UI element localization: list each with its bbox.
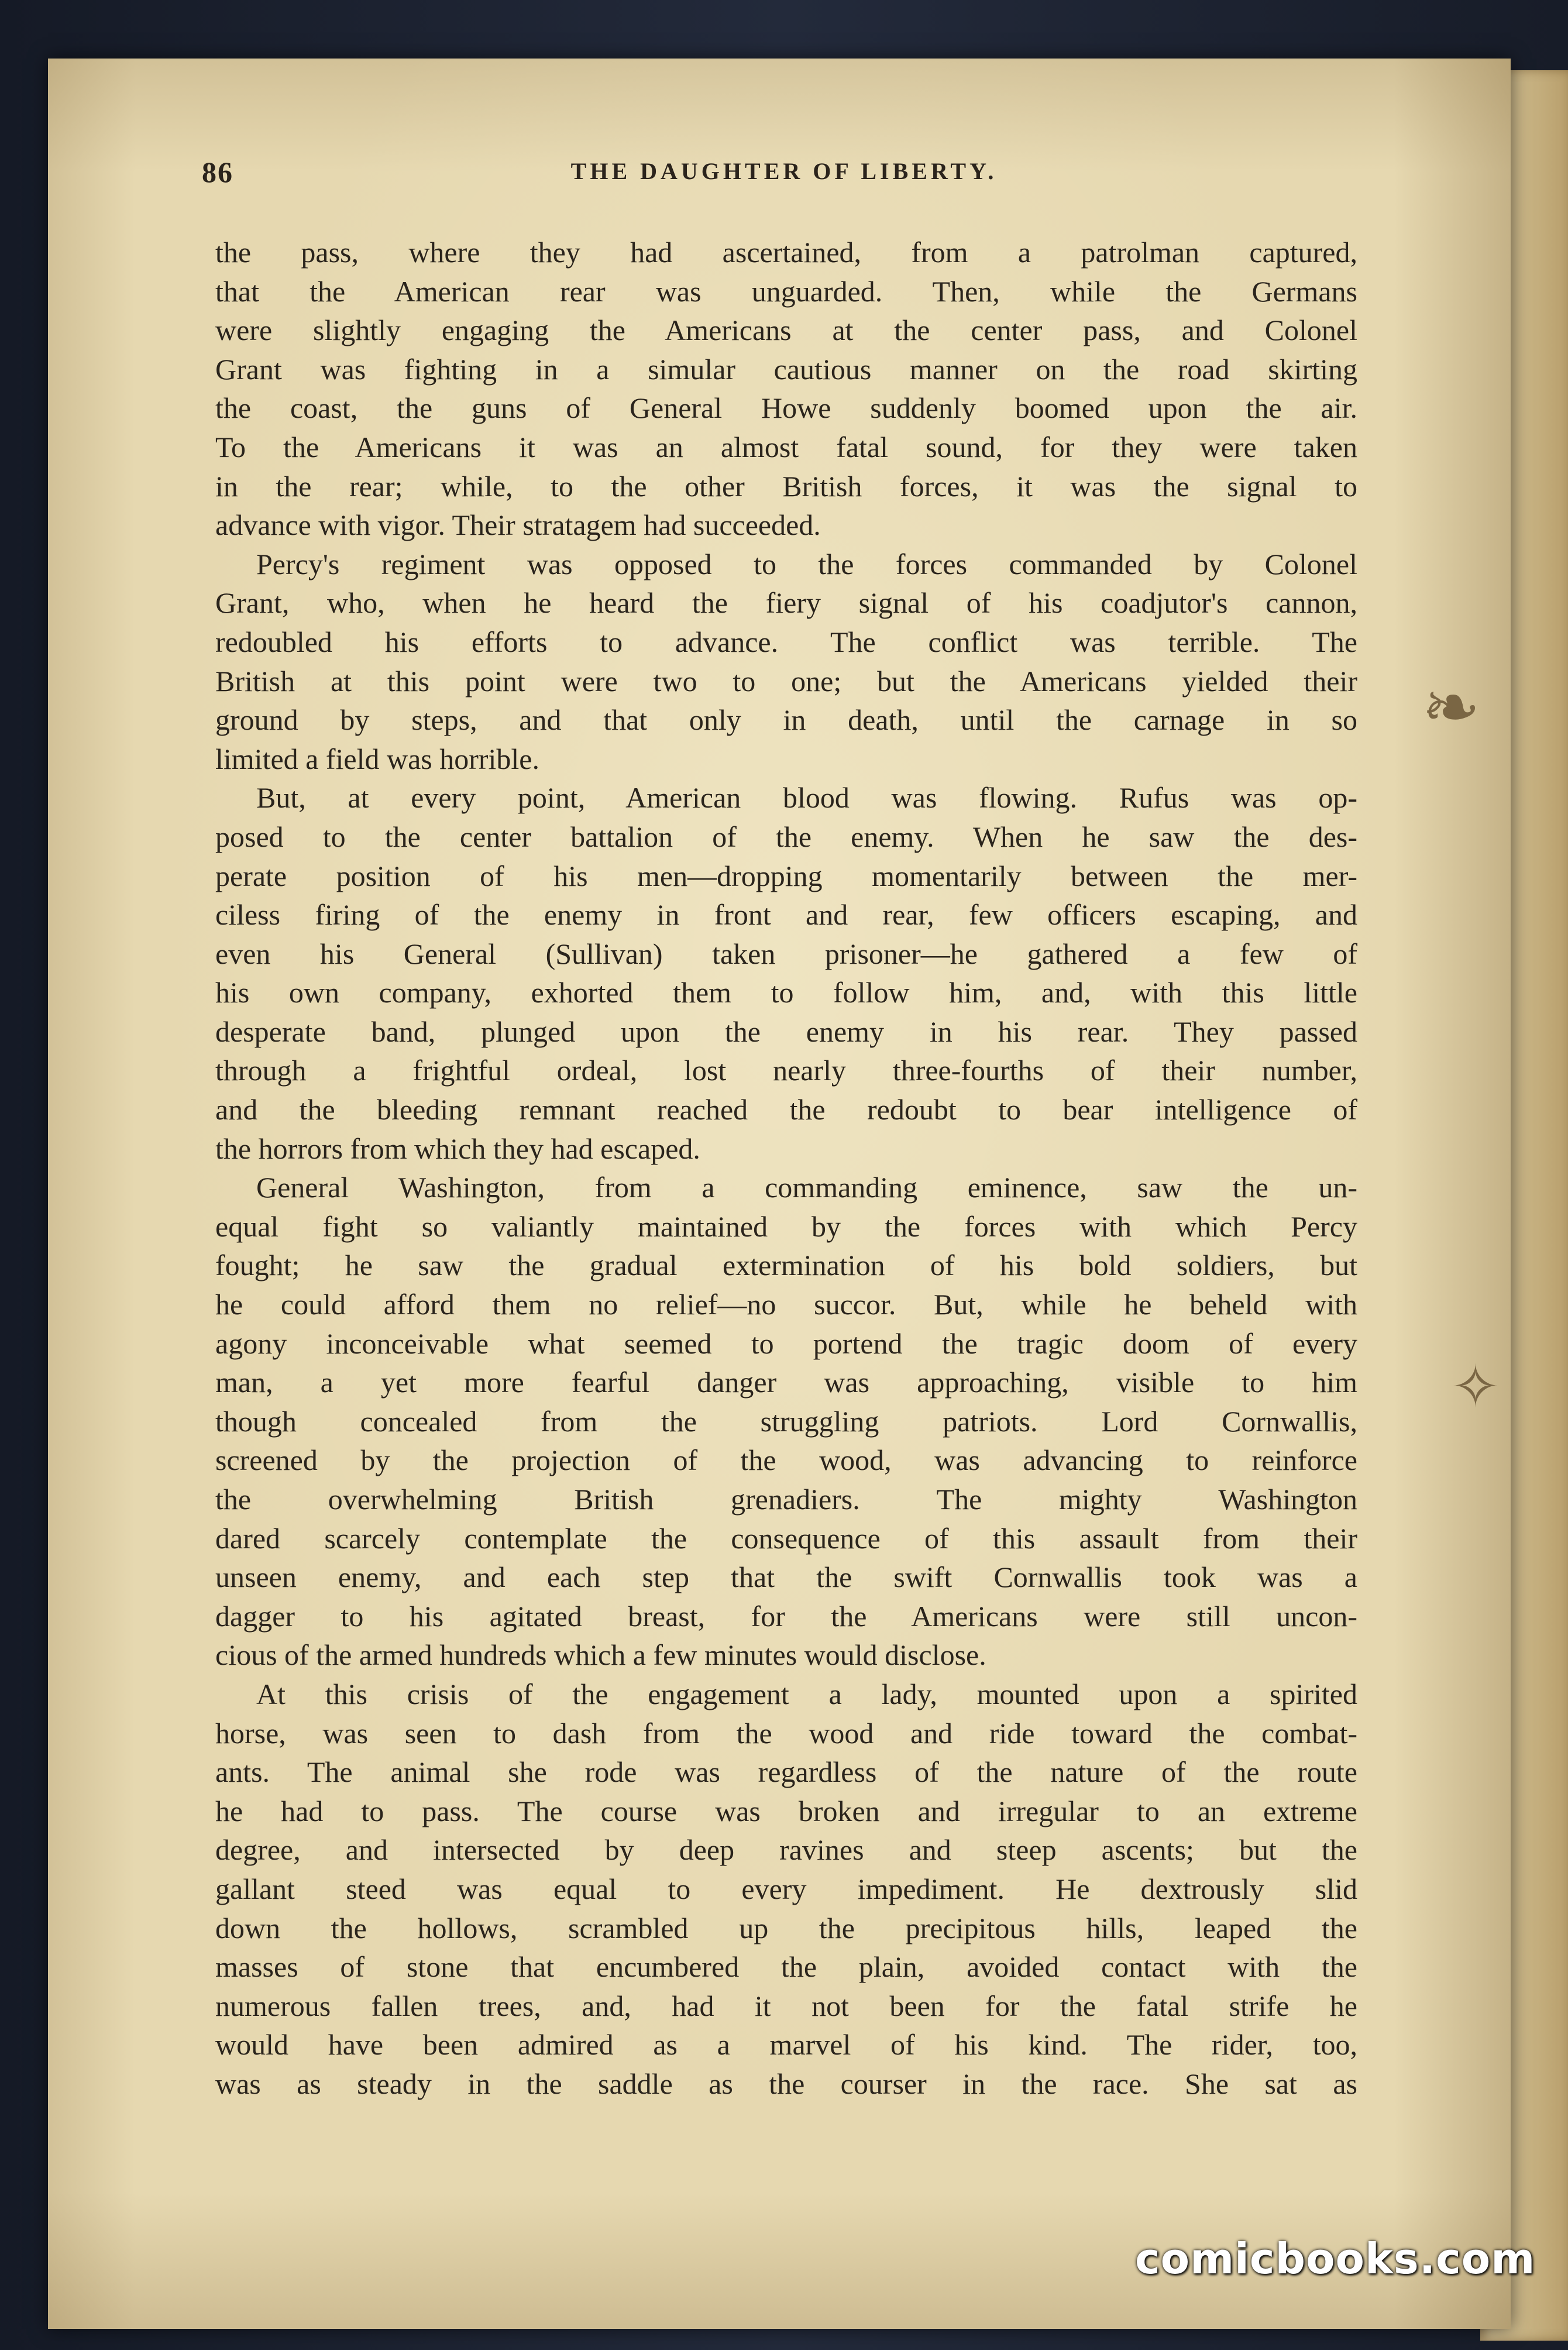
source-watermark: comicbooks.com bbox=[1135, 2234, 1536, 2283]
text-line: he had to pass. The course was broken and irregular to an extreme bbox=[215, 1794, 1357, 1827]
text-line: ground by steps, and that only in death, until the carnage in so bbox=[215, 703, 1357, 737]
text-line: fought; he saw the gradual extermination of his bold soldiers, but bbox=[215, 1249, 1357, 1282]
text-line: the horrors from which they had escaped. bbox=[215, 1132, 700, 1165]
text-line: posed to the center battalion of the enemy. When he saw the des- bbox=[215, 820, 1357, 853]
text-line: would have been admired as a marvel of his kind. The rider, too, bbox=[215, 2028, 1357, 2062]
text-line: limited a field was horrible. bbox=[215, 742, 540, 775]
text-line: was as steady in the saddle as the courser in the race. She sat as bbox=[215, 2067, 1357, 2100]
text-line: General Washington, from a commanding eminence, saw the un- bbox=[256, 1171, 1357, 1204]
running-title: THE DAUGHTER OF LIBERTY. bbox=[570, 158, 998, 184]
text-line: redoubled his efforts to advance. The conflict was terrible. The bbox=[215, 625, 1357, 658]
text-line: though concealed from the struggling patriots. Lord Cornwallis, bbox=[215, 1404, 1357, 1438]
text-line: were slightly engaging the Americans at the center pass, and Colonel bbox=[215, 314, 1357, 347]
text-line: dagger to his agitated breast, for the Americans were still uncon- bbox=[215, 1599, 1357, 1633]
text-line: ants. The animal she rode was regardless of the nature of the route bbox=[215, 1755, 1357, 1789]
text-line: To the Americans it was an almost fatal sound, for they were taken bbox=[215, 430, 1357, 463]
text-line: dared scarcely contemplate the consequence of this assault from their bbox=[215, 1521, 1357, 1555]
text-line: advance with vigor. Their stratagem had succeeded. bbox=[215, 509, 821, 542]
text-line: the pass, where they had ascertained, from a patrolman captured, bbox=[215, 236, 1357, 269]
text-line: he could afford them no relief—no succor. But, while he beheld with bbox=[215, 1288, 1357, 1321]
text-line: man, a yet more fearful danger was approaching, visible to him bbox=[215, 1366, 1357, 1399]
text-line: equal fight so valiantly maintained by the forces with which Percy bbox=[215, 1210, 1357, 1243]
text-line: British at this point were two to one; but the Americans yielded their bbox=[215, 664, 1357, 698]
text-line: perate position of his men—dropping momentarily between the mer- bbox=[215, 859, 1357, 892]
text-line: Grant, who, when he heard the fiery signal of his coadjutor's cannon, bbox=[215, 586, 1357, 620]
page-number: 86 bbox=[202, 156, 233, 188]
page-tear-mark: ❧ bbox=[1422, 667, 1481, 748]
text-line: numerous fallen trees, and, had it not been for the fatal strife he bbox=[215, 1989, 1357, 2022]
text-line: screened by the projection of the wood, was advancing to reinforce bbox=[215, 1444, 1357, 1477]
text-line: At this crisis of the engagement a lady, mounted upon a spirited bbox=[256, 1677, 1357, 1710]
text-line: degree, and intersected by deep ravines and steep ascents; but the bbox=[215, 1833, 1357, 1867]
text-line: in the rear; while, to the other British forces, it was the signal to bbox=[215, 469, 1357, 503]
text-line: that the American rear was unguarded. Then, while the Germans bbox=[215, 274, 1357, 308]
body-text bbox=[215, 233, 1357, 2104]
text-line: Grant was fighting in a simular cautious manner on the road skirting bbox=[215, 352, 1357, 386]
text-line: horse, was seen to dash from the wood and ride toward the combat- bbox=[215, 1716, 1357, 1750]
text-line: masses of stone that encumbered the plain, avoided contact with the bbox=[215, 1950, 1357, 1984]
text-line: desperate band, plunged upon the enemy in his rear. They passed bbox=[215, 1015, 1357, 1048]
text-line: the overwhelming British grenadiers. The mighty Washington bbox=[215, 1483, 1357, 1516]
text-line: cious of the armed hundreds which a few minutes would disclose. bbox=[215, 1638, 986, 1672]
text-line: even his General (Sullivan) taken prisoner—he gathered a few of bbox=[215, 937, 1357, 970]
text-line: But, at every point, American blood was flowing. Rufus was op- bbox=[256, 781, 1357, 815]
text-line: down the hollows, scrambled up the precipitous hills, leaped the bbox=[215, 1911, 1357, 1944]
text-line: ciless firing of the enemy in front and rear, few officers escaping, and bbox=[215, 898, 1357, 932]
text-line: unseen enemy, and each step that the swift Cornwallis took was a bbox=[215, 1561, 1357, 1594]
text-line: through a frightful ordeal, lost nearly three-fourths of their number, bbox=[215, 1054, 1357, 1087]
text-line: agony inconceivable what seemed to portend the tragic doom of every bbox=[215, 1327, 1357, 1360]
running-head bbox=[202, 155, 1366, 196]
text-line: the coast, the guns of General Howe suddenly boomed upon the air. bbox=[215, 391, 1357, 425]
text-line: Percy's regiment was opposed to the forces commanded by Colonel bbox=[256, 547, 1357, 580]
text-line: and the bleeding remnant reached the redoubt to bear intelligence of bbox=[215, 1093, 1357, 1126]
page-tear-mark: ✧ bbox=[1451, 1352, 1500, 1421]
text-line: his own company, exhorted them to follow him, and, with this little bbox=[215, 976, 1357, 1009]
text-line: gallant steed was equal to every impediment. He dextrously slid bbox=[215, 1872, 1357, 1905]
